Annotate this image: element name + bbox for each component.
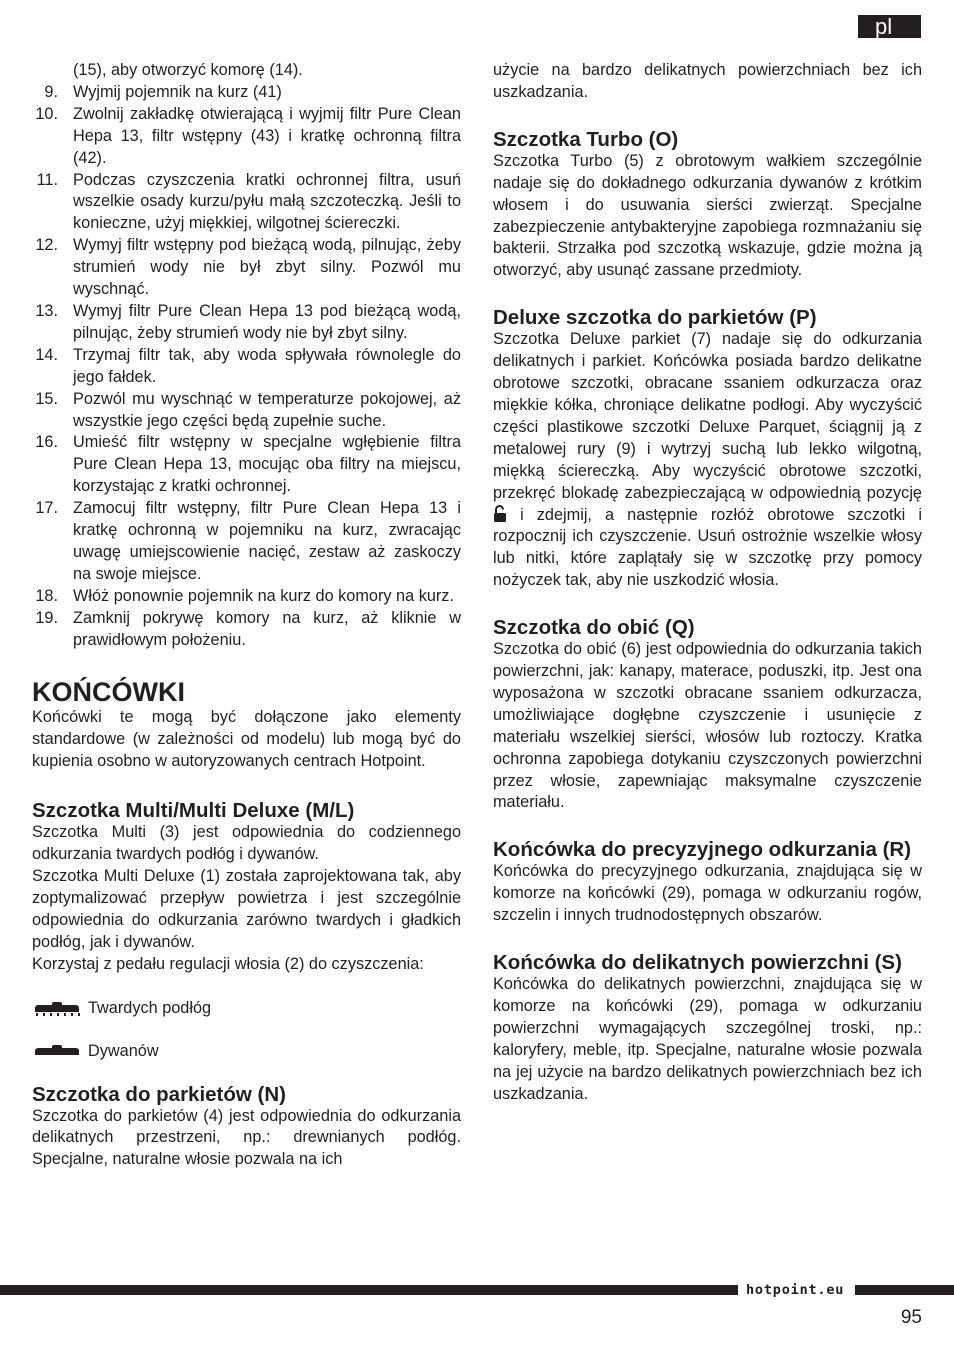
list-item-text: Umieść filtr wstępny w specjalne wgłębienie filtra Pure Clean Hepa 13, mocując oba filtry na miejscu, korzystając z kratki ochronnej. xyxy=(73,433,461,496)
turbo-brush-heading: Szczotka Turbo (O) xyxy=(493,127,679,151)
right-column xyxy=(493,60,922,1106)
deluxe-parquet-heading: Deluxe szczotka do parkietów (P) xyxy=(493,306,817,330)
list-item-number: 12. xyxy=(35,236,58,255)
delicate-tool-text: Końcówka do delikatnych powierzchni, znajdująca się w komorze na końcówki (29), pomaga w odkurzaniu powierzchni wymagających szczególnej troski, np.: kaloryfery, meble, itp. Specjalne, naturalne włosie pozwala na jej użycie na bardzo delikatnych powierzchniach bez ich uszkadzania. xyxy=(493,975,922,1103)
multi-brush-text-2: Szczotka Multi Deluxe (1) została zaprojektowana tak, aby zoptymalizować przepływ powietrza i jest szczególnie odpowiednia do odkurzania zarówno twardych i gładkich podłóg, jak i dywanów. xyxy=(32,867,461,951)
list-item xyxy=(32,301,461,345)
carpet-label: Dywanów xyxy=(88,1041,159,1060)
multi-brush-text-1: Szczotka Multi (3) jest odpowiednia do codziennego odkurzania twardych podłóg i dywanów. xyxy=(32,823,461,864)
left-column xyxy=(32,60,461,1171)
hard-floor-label: Twardych podłóg xyxy=(88,998,212,1017)
cleaning-steps-list xyxy=(32,60,461,651)
list-item-number: 18. xyxy=(35,586,58,605)
list-item xyxy=(32,104,461,170)
list-item-text: Trzymaj filtr tak, aby woda spływała równolegle do jego fałdek. xyxy=(73,345,461,386)
list-item xyxy=(32,170,461,236)
crevice-tool-heading: Końcówka do precyzyjnego odkurzania (R) xyxy=(493,838,912,862)
upholstery-brush-heading: Szczotka do obić (Q) xyxy=(493,616,695,640)
list-item xyxy=(32,498,461,586)
list-item xyxy=(32,608,461,652)
list-item-text: Włóż ponownie pojemnik na kurz do komory na kurz. xyxy=(73,586,454,605)
section-title: KOŃCÓWKI xyxy=(32,677,185,708)
deluxe-parquet-text: Szczotka Deluxe parkiet (7) nadaje się do odkurzania delikatnych i parkiet. Końcówka posiada bardzo delikatne obrotowe szczotki, obracane ssaniem odkurzacza oraz miękkie kółka, chroniące delikatne podłogi. Aby wyczyścić części plastikowe szczotki Deluxe Parquet, ściągnij ją z metalowej rury (9) i wytrzyj suchą lub lekko wilgotną, miękką ściereczką. Aby wyczyścić obrotowe szczotki, przekręć blokadę zabezpieczającą w odpowiednią pozycję i zdejmij, a następnie rozłóż obrotowe szczotki i rozpocznij ich czyszczenie. Usuń ostrożnie wszelkie włosy lub nitki, które zaplątały się w szczotkę przy pomocy nożyczek tak, aby nie uszkodzić włosia. xyxy=(493,330,922,590)
page-number: 95 xyxy=(900,1307,922,1328)
parquet-brush-text: Szczotka do parkietów (4) jest odpowiednia do odkurzania delikatnych przestrzeni, np.: drewnianych podłóg. Specjalne, naturalne włosie pozwala na ich xyxy=(32,1106,461,1169)
list-item-text: Zamknij pokrywę komory na kurz, aż kliknie w prawidłowym położeniu. xyxy=(73,608,461,649)
parquet-brush-heading: Szczotka do parkietów (N) xyxy=(32,1082,287,1106)
list-item-number: 9. xyxy=(44,82,58,101)
list-item-number: 19. xyxy=(35,608,58,627)
language-badge: pl xyxy=(858,15,921,38)
hard-floor-option xyxy=(32,998,461,1020)
footer-site: hotpoint.eu xyxy=(746,1282,845,1298)
upholstery-brush-text: Szczotka do obić (6) jest odpowiednia do odkurzania takich powierzchni, jak: kanapy, materace, poduszki, itp. Jest ona wyposażona w szczotki obracane ssaniem odkurzacza, umożliwiające dogłębne czyszczenie i usunięcie z materiału wszelkiej sierści, włosów lub roztoczy. Kratka ochronna zapobiega dotykaniu czyszczonych powierzchni przez włosie, zapewniając maksymalne czyszczenie materiału. xyxy=(493,640,922,812)
list-item xyxy=(32,60,461,82)
carpet-option xyxy=(32,1041,461,1063)
list-item-text: Wymyj filtr Pure Clean Hepa 13 pod bieżącą wodą, pilnując, żeby strumień wody nie był zbyt silny. xyxy=(73,301,461,342)
turbo-brush-text: Szczotka Turbo (5) z obrotowym wałkiem szczególnie nadaje się do dokładnego odkurzania dywanów z krótkim włosem i do usuwania sierści zwierząt. Specjalne zabezpieczenie antybakteryjne zapobiega rozmnażaniu się bakterii. Strzałka pod szczotką wskazuje, gdzie można ją otworzyć, aby usunąć zassane przedmioty. xyxy=(493,151,922,280)
list-item xyxy=(32,235,461,301)
list-item-text: Podczas czyszczenia kratki ochronnej filtra, usuń wszelkie osady kurzu/pyłu małą szczoteczką. Jeśli to konieczne, użyj miękkiej, wilgotnej ściereczki. xyxy=(73,170,461,233)
section-intro: Końcówki te mogą być dołączone jako elementy standardowe (w zależności od modelu) lub mogą być do kupienia osobno w autoryzowanych centrach Hotpoint. xyxy=(32,708,461,771)
list-item-number: 14. xyxy=(35,345,58,364)
list-item-text: Wymyj filtr wstępny pod bieżącą wodą, pilnując, żeby strumień wody nie był zbyt silny. Pozwól mu wyschnąć. xyxy=(73,236,461,299)
list-item xyxy=(32,389,461,433)
list-item-text: Pozwól mu wyschnąć w temperaturze pokojowej, aż wszystkie jego części będą zupełnie suche. xyxy=(73,389,461,430)
unlock-icon xyxy=(493,505,507,523)
list-item-number: 10. xyxy=(35,104,58,123)
list-item xyxy=(32,586,461,608)
list-item xyxy=(32,82,461,104)
list-item-number: 16. xyxy=(35,433,58,452)
list-item-number: 13. xyxy=(35,301,58,320)
multi-brush-heading: Szczotka Multi/Multi Deluxe (M/L) xyxy=(32,799,355,823)
footer-rule-right xyxy=(855,1285,954,1295)
list-item-text: Zamocuj filtr wstępny, filtr Pure Clean Hepa 13 i kratkę ochronną w pojemniku na kurz, zwracając uwagę umiejscowienie nacięć, zestaw aż zaskoczy na swoje miejsce. xyxy=(73,499,461,583)
carpet-brush-icon xyxy=(32,1042,82,1062)
hard-floor-brush-icon xyxy=(32,999,82,1019)
list-item-text: Zwolnij zakładkę otwierającą i wyjmij filtr Pure Clean Hepa 13, filtr wstępny (43) i kratkę ochronną filtra (42). xyxy=(73,104,461,167)
list-item-text: Wyjmij pojemnik na kurz (41) xyxy=(73,82,282,101)
list-item-number: 11. xyxy=(36,170,58,189)
list-item xyxy=(32,432,461,498)
list-item-text: (15), aby otworzyć komorę (14). xyxy=(73,61,303,79)
list-item-number: 15. xyxy=(35,389,58,408)
parquet-brush-text-cont: użycie na bardzo delikatnych powierzchniach bez ich uszkadzania. xyxy=(493,61,922,101)
delicate-tool-heading: Końcówka do delikatnych powierzchni (S) xyxy=(493,951,902,975)
list-item-number: 17. xyxy=(35,499,58,518)
multi-brush-text-3: Korzystaj z pedału regulacji włosia (2) do czyszczenia: xyxy=(32,954,424,973)
list-item xyxy=(32,345,461,389)
crevice-tool-text: Końcówka do precyzyjnego odkurzania, znajdująca się w komorze na końcówki (29), pomaga w odkurzaniu rogów, szczelin i innych trudnodostępnych obszarów. xyxy=(493,862,922,925)
footer-rule-left xyxy=(0,1285,738,1295)
